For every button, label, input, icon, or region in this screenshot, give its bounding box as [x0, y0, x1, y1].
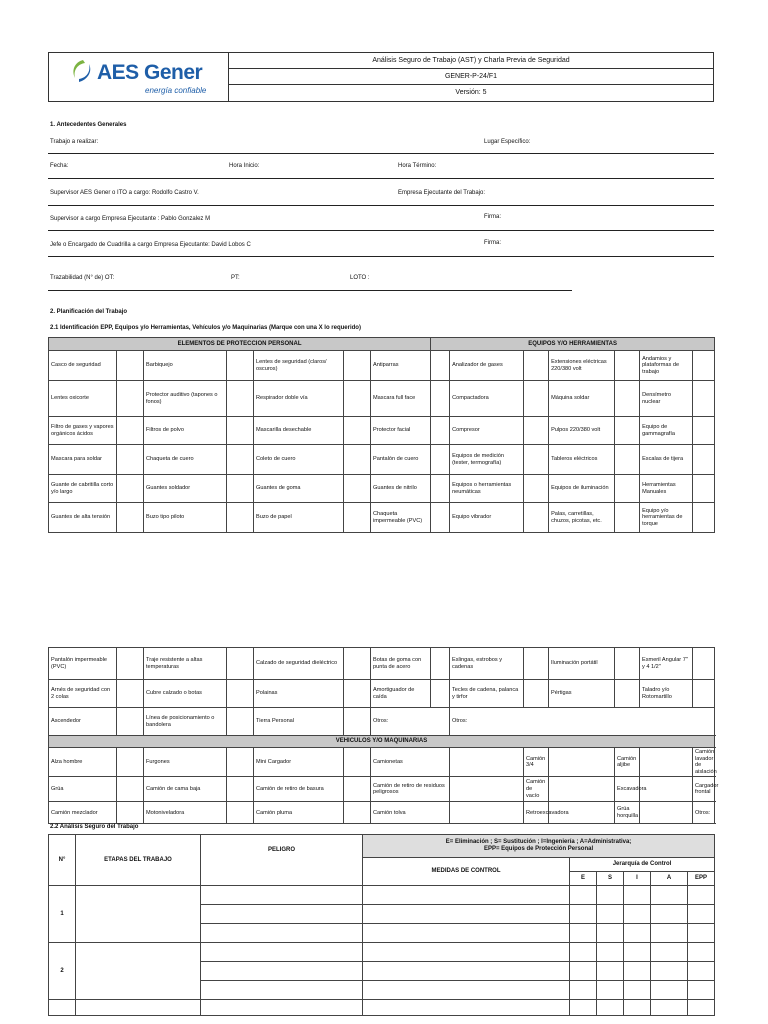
item-label: Barbiquejo: [144, 351, 227, 381]
item-label: Compresor: [450, 417, 524, 445]
hierarchy-cell[interactable]: [651, 886, 688, 905]
hierarchy-cell[interactable]: [624, 924, 651, 943]
empty-cell[interactable]: [363, 1000, 570, 1016]
section-2-2-title: 2.2 Análisis Seguro del Trabajo: [50, 824, 139, 830]
hierarchy-cell[interactable]: [688, 981, 715, 1000]
table-row: [49, 503, 715, 533]
item-label: Andamios y plataformas de trabajo: [640, 351, 693, 381]
item-label: Guantes soldador: [144, 475, 227, 503]
checkbox-cell[interactable]: [524, 381, 549, 417]
hierarchy-col-a: A: [651, 872, 688, 886]
item-label: Equipo de gammagrafía: [640, 417, 693, 445]
work-label: Trabajo a realizar:: [50, 139, 99, 145]
item-label: Camionetas: [371, 748, 450, 777]
item-label: Camión de retiro de basura: [254, 777, 344, 802]
hierarchy-cell[interactable]: [570, 886, 597, 905]
item-label: Herramientas Manuales: [640, 475, 693, 503]
checkbox-cell[interactable]: [117, 417, 144, 445]
item-label: Camión de retiro de residuos peligrosos: [371, 777, 450, 802]
checkbox-cell[interactable]: [693, 503, 715, 533]
item-label: Amortiguador de caída: [371, 680, 431, 708]
pt-label: PT:: [231, 275, 240, 281]
end-time-label: Hora Término:: [398, 163, 437, 169]
item-label: Motoniveladora: [144, 802, 227, 824]
checkbox-cell[interactable]: [450, 748, 524, 777]
measure-cell[interactable]: [363, 905, 570, 924]
item-label: Chaqueta impermeable (PVC): [371, 503, 431, 533]
doc-title: Análisis Seguro de Trabajo (AST) y Charla Previa de Seguridad: [229, 53, 713, 69]
checkbox-cell[interactable]: [344, 381, 371, 417]
checkbox-cell[interactable]: [615, 648, 640, 680]
item-label: Buzo tipo piloto: [144, 503, 227, 533]
item-label: Chaqueta de cuero: [144, 445, 227, 475]
checkbox-cell[interactable]: [227, 445, 254, 475]
item-label: Furgones: [144, 748, 227, 777]
checkbox-cell[interactable]: [344, 802, 371, 824]
checkbox-cell[interactable]: [431, 445, 450, 475]
item-label: Lentes oxicorte: [49, 381, 117, 417]
item-label: Eslingas, estrobos y cadenas: [450, 648, 524, 680]
checkbox-cell[interactable]: [640, 777, 693, 802]
checkbox-cell[interactable]: [615, 503, 640, 533]
ast-legend-line-2: EPP= Equipos de Protección Personal: [483, 846, 594, 852]
item-label: Analizador de gases: [450, 351, 524, 381]
item-label: Camión pluma: [254, 802, 344, 824]
item-label: Tierra Personal: [254, 708, 344, 736]
checkbox-cell[interactable]: [640, 802, 693, 824]
item-label: Camión de cama baja: [144, 777, 227, 802]
item-label: Calzado de seguridad dieléctrico: [254, 648, 344, 680]
measure-cell[interactable]: [363, 943, 570, 962]
table-row: [49, 802, 715, 824]
empty-cell[interactable]: [570, 1000, 597, 1016]
checkbox-cell[interactable]: [344, 445, 371, 475]
checkbox-cell[interactable]: [549, 748, 615, 777]
logo-name: AES Gener: [97, 61, 203, 84]
header-box: [48, 52, 714, 102]
doc-version: Versión: 5: [455, 89, 487, 96]
item-label: Línea de posicionamiento o bandolera: [144, 708, 227, 736]
table-row: [49, 943, 715, 962]
item-label: Guantes de goma: [254, 475, 344, 503]
checkbox-cell[interactable]: [117, 748, 144, 777]
item-label: Excavadora: [615, 777, 640, 802]
table-row: [49, 417, 715, 445]
item-label: Grúa: [49, 777, 117, 802]
checkbox-cell[interactable]: [450, 802, 524, 824]
checkbox-cell[interactable]: [431, 417, 450, 445]
item-label: Equipos de medición (tester, termografía): [450, 445, 524, 475]
item-label: Buzo de papel: [254, 503, 344, 533]
item-label: Alza hombre: [49, 748, 117, 777]
item-label: Camión tolva: [371, 802, 450, 824]
checkbox-cell[interactable]: [693, 351, 715, 381]
checkbox-cell[interactable]: [344, 648, 371, 680]
item-label: Filtros de polvo: [144, 417, 227, 445]
vehicles-header: VEHICULOS Y/O MAQUINARIAS: [49, 736, 715, 748]
measure-cell[interactable]: [363, 981, 570, 1000]
ast-col-measures: MEDIDAS DE CONTROL: [363, 858, 570, 886]
stage-cell[interactable]: [76, 886, 201, 943]
empty-cell[interactable]: [597, 1000, 624, 1016]
checkbox-cell[interactable]: [344, 708, 371, 736]
start-time-label: Hora Inicio:: [229, 163, 260, 169]
item-label: Palas, carretillas, chuzos, picotas, etc.: [549, 503, 615, 533]
checkbox-cell[interactable]: [693, 381, 715, 417]
table-row: [49, 708, 715, 736]
checkbox-cell[interactable]: [117, 777, 144, 802]
hierarchy-cell[interactable]: [570, 924, 597, 943]
checkbox-cell[interactable]: [117, 648, 144, 680]
hierarchy-col-i: I: [624, 872, 651, 886]
item-label: Filtro de gases y vapores orgánicos ácidos: [49, 417, 117, 445]
checkbox-cell[interactable]: [344, 503, 371, 533]
item-label: Taladro y/o Rotomartillo: [640, 680, 693, 708]
item-label: Mini Cargador: [254, 748, 344, 777]
item-label: Pantalón impermeable (PVC): [49, 648, 117, 680]
hierarchy-cell[interactable]: [597, 886, 624, 905]
item-label: Tecles de cadena, palanca y tirfor: [450, 680, 524, 708]
ast-legend-line-1: E= Eliminación ; S= Sustitución ; I=Ingeniería ; A=Administrativa;: [445, 839, 632, 846]
checkbox-cell[interactable]: [524, 648, 549, 680]
checkbox-cell[interactable]: [524, 680, 549, 708]
empty-cell[interactable]: [624, 1000, 651, 1016]
item-label: Casco de seguridad: [49, 351, 117, 381]
section-1-title: 1. Antecedentes Generales: [50, 122, 127, 128]
hierarchy-col-epp: EPP: [688, 872, 715, 886]
item-label: Escalas de tijera: [640, 445, 693, 475]
contractor-supervisor-label: Supervisor a cargo Empresa Ejecutante : Pablo Gonzalez M: [50, 216, 211, 222]
supervisor-label: Supervisor AES Gener o ITO a cargo: Rodolfo Castro V.: [50, 190, 199, 196]
item-label: Camión mezclador: [49, 802, 117, 824]
checkbox-cell[interactable]: [431, 648, 450, 680]
measure-cell[interactable]: [363, 886, 570, 905]
hierarchy-cell[interactable]: [570, 943, 597, 962]
hierarchy-cell[interactable]: [651, 905, 688, 924]
ast-legend: [363, 835, 715, 858]
checkbox-cell[interactable]: [344, 417, 371, 445]
item-label: Guante de cabritilla corto y/o largo: [49, 475, 117, 503]
checkbox-cell[interactable]: [227, 708, 254, 736]
hierarchy-cell[interactable]: [597, 924, 624, 943]
item-label: Protector auditivo (tapones o fonos): [144, 381, 227, 417]
item-label: Guantes de nitrilo: [371, 475, 431, 503]
checkbox-cell[interactable]: [431, 680, 450, 708]
item-label: Máquina soldar: [549, 381, 615, 417]
table-row: [49, 680, 715, 708]
table-row: [49, 381, 715, 417]
item-label: Pértigas: [549, 680, 615, 708]
hierarchy-cell[interactable]: [624, 886, 651, 905]
hierarchy-col-s: S: [597, 872, 624, 886]
empty-cell[interactable]: [651, 1000, 688, 1016]
item-label: Equipo y/o herramientas de torque: [640, 503, 693, 533]
signature-label-2: Firma:: [484, 240, 501, 246]
checkbox-cell[interactable]: [117, 351, 144, 381]
stage-number: 2: [49, 943, 76, 1000]
checkbox-cell[interactable]: [431, 475, 450, 503]
item-label: Traje resistente a altas temperaturas: [144, 648, 227, 680]
loto-label: LOTO :: [350, 275, 370, 281]
hierarchy-cell[interactable]: [624, 905, 651, 924]
checkbox-cell[interactable]: [227, 680, 254, 708]
checkbox-cell[interactable]: [431, 503, 450, 533]
hierarchy-cell[interactable]: [597, 981, 624, 1000]
empty-cell[interactable]: [201, 1000, 363, 1016]
checkbox-cell[interactable]: [524, 475, 549, 503]
table-row: [49, 648, 715, 680]
checkbox-cell[interactable]: [615, 417, 640, 445]
checkbox-cell[interactable]: [227, 777, 254, 802]
checkbox-cell[interactable]: [693, 417, 715, 445]
checkbox-cell[interactable]: [117, 445, 144, 475]
stage-cell[interactable]: [76, 943, 201, 1000]
checkbox-cell[interactable]: [524, 351, 549, 381]
hierarchy-cell[interactable]: [570, 905, 597, 924]
hierarchy-cell[interactable]: [624, 943, 651, 962]
item-label: Esmeril Angular 7" y 4 1/2": [640, 648, 693, 680]
logo: [49, 53, 229, 101]
epp-vehicles-table: [48, 647, 719, 824]
table-row: [49, 886, 715, 905]
item-label: Camión de vacío: [524, 777, 549, 802]
checkbox-cell[interactable]: [227, 748, 254, 777]
item-label: Cargador frontal: [693, 777, 715, 802]
checkbox-cell[interactable]: [117, 802, 144, 824]
checkbox-cell[interactable]: [227, 648, 254, 680]
checkbox-cell[interactable]: [615, 475, 640, 503]
table-row: [49, 777, 715, 802]
checkbox-cell[interactable]: [615, 680, 640, 708]
item-label: Equipos o herramientas neumáticas: [450, 475, 524, 503]
checkbox-cell[interactable]: [227, 381, 254, 417]
item-label: Mascara full face: [371, 381, 431, 417]
crew-leader-label: Jefe o Encargado de Cuadrilla a cargo Empresa Ejecutante: David Lobos C: [50, 242, 251, 248]
doc-code: GENER-P-24/F1: [229, 69, 713, 85]
checkbox-cell[interactable]: [524, 417, 549, 445]
checkbox-cell[interactable]: [344, 777, 371, 802]
hierarchy-cell[interactable]: [688, 886, 715, 905]
item-label: Otros:: [693, 802, 715, 824]
hierarchy-cell[interactable]: [688, 924, 715, 943]
item-label: Grúa horquilla: [615, 802, 640, 824]
item-label: Antiparras: [371, 351, 431, 381]
ast-col-number: N°: [49, 835, 76, 886]
checkbox-cell[interactable]: [693, 680, 715, 708]
hierarchy-cell[interactable]: [597, 905, 624, 924]
item-label: Compactadora: [450, 381, 524, 417]
hazard-cell[interactable]: [201, 943, 363, 962]
table-row: [49, 351, 715, 381]
checkbox-cell[interactable]: [227, 802, 254, 824]
item-label: Pulpos 220/380 volt: [549, 417, 615, 445]
item-label: Polainas: [254, 680, 344, 708]
checkbox-cell[interactable]: [117, 680, 144, 708]
checkbox-cell[interactable]: [693, 445, 715, 475]
hierarchy-cell[interactable]: [651, 962, 688, 981]
checkbox-cell[interactable]: [117, 503, 144, 533]
traceability-label: Trazabilidad (N° de) OT:: [50, 275, 115, 281]
item-label: Lentes de seguridad (claros/ oscuros): [254, 351, 344, 381]
item-label: Retroexcavadora: [524, 802, 549, 824]
checkbox-cell[interactable]: [615, 445, 640, 475]
hazard-cell[interactable]: [201, 886, 363, 905]
tools-header: EQUIPOS Y/O HERRAMIENTAS: [431, 338, 715, 351]
item-label: Iluminación portátil: [549, 648, 615, 680]
checkbox-cell[interactable]: [693, 475, 715, 503]
section-2-1-title: 2.1 Identificación EPP, Equipos y/o Herramientas, Vehículos y/o Maquinarias (Marque con una X lo requerido): [50, 325, 361, 331]
item-label: Pantalón de cuero: [371, 445, 431, 475]
ast-col-hierarchy: Jerarquía de Control: [570, 858, 715, 872]
item-label: Equipos de iluminación: [549, 475, 615, 503]
item-label: Camión 3/4: [524, 748, 549, 777]
item-label: Tableros eléctricos: [549, 445, 615, 475]
section-2-title: 2. Planificación del Trabajo: [50, 309, 128, 315]
checkbox-cell[interactable]: [344, 748, 371, 777]
hierarchy-cell[interactable]: [688, 962, 715, 981]
hazard-cell[interactable]: [201, 905, 363, 924]
checkbox-cell[interactable]: [549, 777, 615, 802]
table-row: [49, 445, 715, 475]
item-label: Camión aljibe: [615, 748, 640, 777]
item-label: Camión lavador de aislación: [693, 748, 715, 777]
item-label: Extensiones eléctricas 220/380 volt: [549, 351, 615, 381]
hazard-cell[interactable]: [201, 981, 363, 1000]
checkbox-cell[interactable]: [344, 680, 371, 708]
stage-number: 1: [49, 886, 76, 943]
item-label: Guantes de alta tensión: [49, 503, 117, 533]
empty-cell[interactable]: [76, 1000, 201, 1016]
item-label: Otros:: [450, 708, 715, 736]
item-label: Protector facial: [371, 417, 431, 445]
hierarchy-cell[interactable]: [624, 981, 651, 1000]
item-label: Cubre calzado o botas: [144, 680, 227, 708]
hierarchy-cell[interactable]: [624, 962, 651, 981]
checkbox-cell[interactable]: [117, 475, 144, 503]
place-label: Lugar Específico:: [484, 139, 531, 145]
item-label: Arnés de seguridad con 2 colas: [49, 680, 117, 708]
ast-table: [48, 834, 715, 1016]
checkbox-cell[interactable]: [344, 475, 371, 503]
checkbox-cell[interactable]: [693, 648, 715, 680]
company-label: Empresa Ejecutante del Trabajo:: [398, 190, 486, 196]
aes-swirl-icon: [69, 58, 97, 84]
checkbox-cell[interactable]: [227, 417, 254, 445]
checkbox-cell[interactable]: [615, 381, 640, 417]
hierarchy-cell[interactable]: [597, 943, 624, 962]
item-label: Respirador doble vía: [254, 381, 344, 417]
hierarchy-col-e: E: [570, 872, 597, 886]
checkbox-cell[interactable]: [640, 748, 693, 777]
item-label: Mascara para soldar: [49, 445, 117, 475]
hierarchy-cell[interactable]: [597, 962, 624, 981]
hierarchy-cell[interactable]: [570, 981, 597, 1000]
checkbox-cell[interactable]: [524, 503, 549, 533]
date-label: Fecha:: [50, 163, 69, 169]
checkbox-cell[interactable]: [227, 475, 254, 503]
signature-label-1: Firma:: [484, 214, 501, 220]
hierarchy-cell[interactable]: [651, 924, 688, 943]
checkbox-cell[interactable]: [117, 708, 144, 736]
measure-cell[interactable]: [363, 924, 570, 943]
hierarchy-cell[interactable]: [688, 905, 715, 924]
empty-cell[interactable]: [688, 1000, 715, 1016]
table-row: [49, 748, 715, 777]
ast-col-stages: ETAPAS DEL TRABAJO: [76, 835, 201, 886]
epp-tools-table: [48, 337, 715, 533]
checkbox-cell[interactable]: [450, 777, 524, 802]
hierarchy-cell[interactable]: [688, 943, 715, 962]
hierarchy-cell[interactable]: [570, 962, 597, 981]
item-label: Densímetro nuclear: [640, 381, 693, 417]
item-label: Botas de goma con punta de acero: [371, 648, 431, 680]
checkbox-cell[interactable]: [431, 381, 450, 417]
item-label: Ascendedor: [49, 708, 117, 736]
checkbox-cell[interactable]: [615, 351, 640, 381]
hierarchy-cell[interactable]: [651, 943, 688, 962]
checkbox-cell[interactable]: [117, 381, 144, 417]
empty-cell[interactable]: [49, 1000, 76, 1016]
table-row: [49, 475, 715, 503]
item-label: Mascarilla desechable: [254, 417, 344, 445]
logo-tagline: energía confiable: [145, 86, 207, 95]
checkbox-cell[interactable]: [344, 351, 371, 381]
hierarchy-cell[interactable]: [651, 981, 688, 1000]
hazard-cell[interactable]: [201, 924, 363, 943]
item-label: Coleto de cuero: [254, 445, 344, 475]
checkbox-cell[interactable]: [524, 445, 549, 475]
checkbox-cell[interactable]: [227, 503, 254, 533]
item-label: Otros:: [371, 708, 450, 736]
epp-header: ELEMENTOS DE PROTECCION PERSONAL: [49, 338, 431, 351]
ast-col-hazard: PELIGRO: [201, 835, 363, 886]
checkbox-cell[interactable]: [227, 351, 254, 381]
checkbox-cell[interactable]: [431, 351, 450, 381]
hazard-cell[interactable]: [201, 962, 363, 981]
measure-cell[interactable]: [363, 962, 570, 981]
item-label: Equipo vibrador: [450, 503, 524, 533]
